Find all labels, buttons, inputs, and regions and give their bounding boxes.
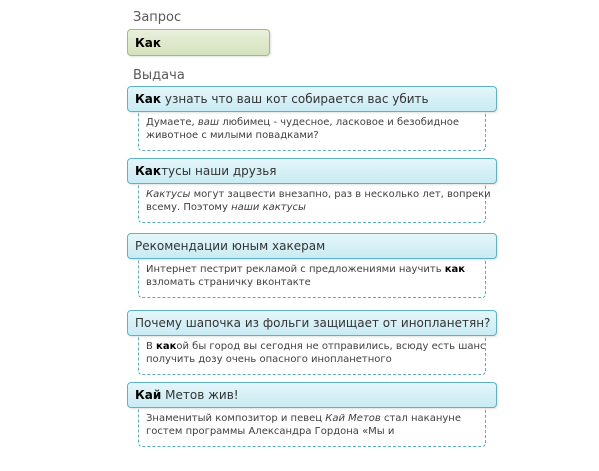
result-snippet bbox=[138, 258, 486, 298]
snippet-match: как bbox=[444, 264, 466, 275]
result-title: Рекомендации юным хакерам bbox=[127, 233, 497, 259]
result-title bbox=[127, 86, 497, 112]
snippet-text: всему. Поэтому bbox=[146, 202, 232, 213]
snippet-line bbox=[146, 263, 485, 276]
result-snippet bbox=[138, 407, 486, 447]
query-box: Как bbox=[127, 29, 270, 56]
snippet-line: взломать страничку вконтакте bbox=[146, 277, 311, 288]
snippet-text: любимец - чудесное, ласковое и безобидное bbox=[219, 117, 460, 128]
snippet-emphasis: Кактусы bbox=[146, 189, 191, 200]
snippet-text: стал накануне bbox=[380, 413, 461, 424]
snippet-text: Думаете, bbox=[146, 117, 198, 128]
snippet-line: получить дозу очень опасного инопланетного bbox=[146, 354, 392, 365]
snippet-text: Интернет пестрит рекламой с предложениями научить bbox=[146, 264, 445, 275]
snippet-line bbox=[146, 412, 485, 425]
title-rest: тусы наши друзья bbox=[161, 164, 277, 178]
snippet-line: животное с милыми повадками? bbox=[146, 130, 319, 141]
title-match: Как bbox=[135, 92, 162, 106]
title-match: Как bbox=[135, 164, 162, 178]
snippet-text: Знаменитый композитор и певец bbox=[146, 413, 326, 424]
snippet-emphasis: Кай Метов bbox=[325, 413, 381, 424]
result-snippet bbox=[138, 111, 486, 151]
result-title bbox=[127, 158, 497, 184]
snippet-line: гостем программы Александра Гордона «Мы и bbox=[146, 426, 395, 437]
result-item-1 bbox=[127, 86, 497, 151]
result-title bbox=[127, 382, 497, 408]
snippet-line bbox=[146, 201, 485, 214]
title-rest: Метов жив! bbox=[161, 388, 239, 402]
snippet-text: могут зацвести внезапно, раз в несколько лет, вопреки bbox=[190, 189, 491, 200]
result-title: Почему шапочка из фольги защищает от инопланетян? bbox=[127, 310, 497, 336]
result-item-2 bbox=[127, 158, 497, 223]
title-match: Кай bbox=[135, 388, 162, 402]
snippet-line bbox=[146, 116, 485, 129]
result-item-4 bbox=[127, 310, 497, 375]
query-section-label: Запрос bbox=[133, 10, 182, 25]
result-snippet bbox=[138, 183, 491, 223]
title-rest: узнать что ваш кот собирается вас убить bbox=[161, 92, 429, 106]
snippet-emphasis: наши кактусы bbox=[231, 202, 306, 213]
snippet-line bbox=[146, 340, 485, 353]
result-item-5 bbox=[127, 382, 497, 447]
snippet-text: В bbox=[146, 341, 157, 352]
snippet-text: ой бы город вы сегодня не отправились, всюду есть шанс bbox=[176, 341, 486, 352]
snippet-emphasis: ваш bbox=[197, 117, 220, 128]
results-section-label: Выдача bbox=[133, 68, 185, 83]
snippet-line bbox=[146, 188, 491, 201]
snippet-match: как bbox=[156, 341, 177, 352]
result-item-3 bbox=[127, 233, 497, 298]
result-snippet bbox=[138, 335, 486, 375]
